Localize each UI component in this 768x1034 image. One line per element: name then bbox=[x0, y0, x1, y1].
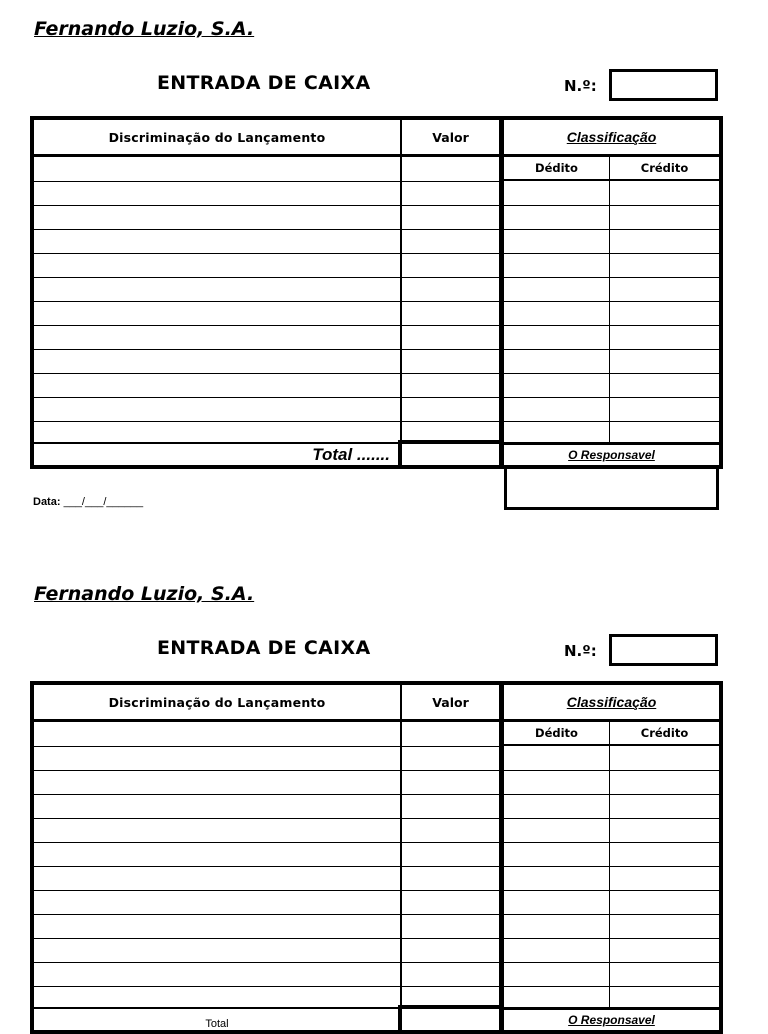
row-divider bbox=[34, 229, 499, 230]
credit-column-header: Crédito bbox=[640, 161, 689, 175]
row-divider bbox=[504, 397, 719, 398]
subheader-divider bbox=[504, 179, 719, 181]
company-name: Fernando Luzio, S.A. bbox=[34, 18, 255, 40]
classification-header: Classificação bbox=[566, 129, 657, 145]
row-divider bbox=[34, 301, 499, 302]
date-line bbox=[33, 496, 143, 508]
number-label: N.º: bbox=[564, 642, 597, 660]
classification-table bbox=[500, 681, 723, 1034]
number-field[interactable] bbox=[609, 69, 718, 101]
row-divider bbox=[34, 277, 499, 278]
row-divider bbox=[504, 818, 719, 819]
date-label: Data: bbox=[33, 496, 61, 508]
description-column-header: Discriminação do Lançamento bbox=[108, 694, 326, 710]
form-title: ENTRADA DE CAIXA bbox=[157, 72, 371, 94]
row-divider bbox=[34, 842, 499, 843]
row-divider bbox=[34, 746, 499, 747]
row-divider bbox=[504, 325, 719, 326]
total-value-field[interactable] bbox=[398, 1005, 499, 1030]
row-divider bbox=[34, 938, 499, 939]
responsible-label: O Responsavel bbox=[568, 448, 655, 462]
column-divider bbox=[609, 722, 610, 1007]
value-column-header: Valor bbox=[432, 694, 469, 710]
date-field[interactable]: ___/___/______ bbox=[63, 496, 144, 508]
row-divider bbox=[504, 205, 719, 206]
row-divider bbox=[34, 914, 499, 915]
classification-table bbox=[500, 116, 723, 469]
row-divider bbox=[34, 890, 499, 891]
row-divider bbox=[504, 890, 719, 891]
cash-entry-form-2 bbox=[0, 565, 768, 1030]
row-divider bbox=[504, 962, 719, 963]
number-label: N.º: bbox=[564, 77, 597, 95]
total-label: Total ....... bbox=[312, 444, 390, 464]
row-divider bbox=[504, 253, 719, 254]
row-divider bbox=[34, 205, 499, 206]
value-column-header: Valor bbox=[432, 129, 469, 145]
total-label: Total bbox=[205, 1018, 229, 1030]
entries-table bbox=[30, 116, 503, 469]
signature-field[interactable] bbox=[504, 465, 719, 510]
row-divider bbox=[504, 349, 719, 350]
row-divider bbox=[504, 277, 719, 278]
column-divider bbox=[609, 157, 610, 442]
company-name: Fernando Luzio, S.A. bbox=[34, 583, 255, 605]
row-divider bbox=[34, 253, 499, 254]
row-divider bbox=[504, 373, 719, 374]
row-divider bbox=[34, 181, 499, 182]
row-divider bbox=[504, 421, 719, 422]
subheader-divider bbox=[504, 744, 719, 746]
row-divider bbox=[504, 938, 719, 939]
row-divider bbox=[504, 770, 719, 771]
row-divider bbox=[34, 373, 499, 374]
row-divider bbox=[34, 866, 499, 867]
number-field[interactable] bbox=[609, 634, 718, 666]
row-divider bbox=[34, 770, 499, 771]
classification-header: Classificação bbox=[566, 694, 657, 710]
row-divider bbox=[34, 397, 499, 398]
column-divider bbox=[400, 685, 402, 1007]
credit-column-header: Crédito bbox=[640, 726, 689, 740]
row-divider bbox=[504, 229, 719, 230]
row-divider bbox=[34, 794, 499, 795]
form-title: ENTRADA DE CAIXA bbox=[157, 637, 371, 659]
responsible-label: O Responsavel bbox=[568, 1013, 655, 1027]
row-divider bbox=[34, 325, 499, 326]
row-divider bbox=[34, 349, 499, 350]
row-divider bbox=[504, 301, 719, 302]
row-divider bbox=[34, 421, 499, 422]
description-column-header: Discriminação do Lançamento bbox=[108, 129, 326, 145]
row-divider bbox=[504, 986, 719, 987]
row-divider bbox=[504, 794, 719, 795]
row-divider bbox=[34, 962, 499, 963]
entries-table bbox=[30, 681, 503, 1034]
row-divider bbox=[34, 986, 499, 987]
debit-column-header: Dédito bbox=[535, 161, 578, 175]
row-divider bbox=[34, 818, 499, 819]
row-divider bbox=[504, 914, 719, 915]
row-divider bbox=[504, 866, 719, 867]
header-divider bbox=[34, 154, 499, 157]
debit-column-header: Dédito bbox=[535, 726, 578, 740]
column-divider bbox=[400, 120, 402, 442]
total-value-field[interactable] bbox=[398, 440, 499, 465]
row-divider bbox=[504, 842, 719, 843]
header-divider bbox=[34, 719, 499, 722]
